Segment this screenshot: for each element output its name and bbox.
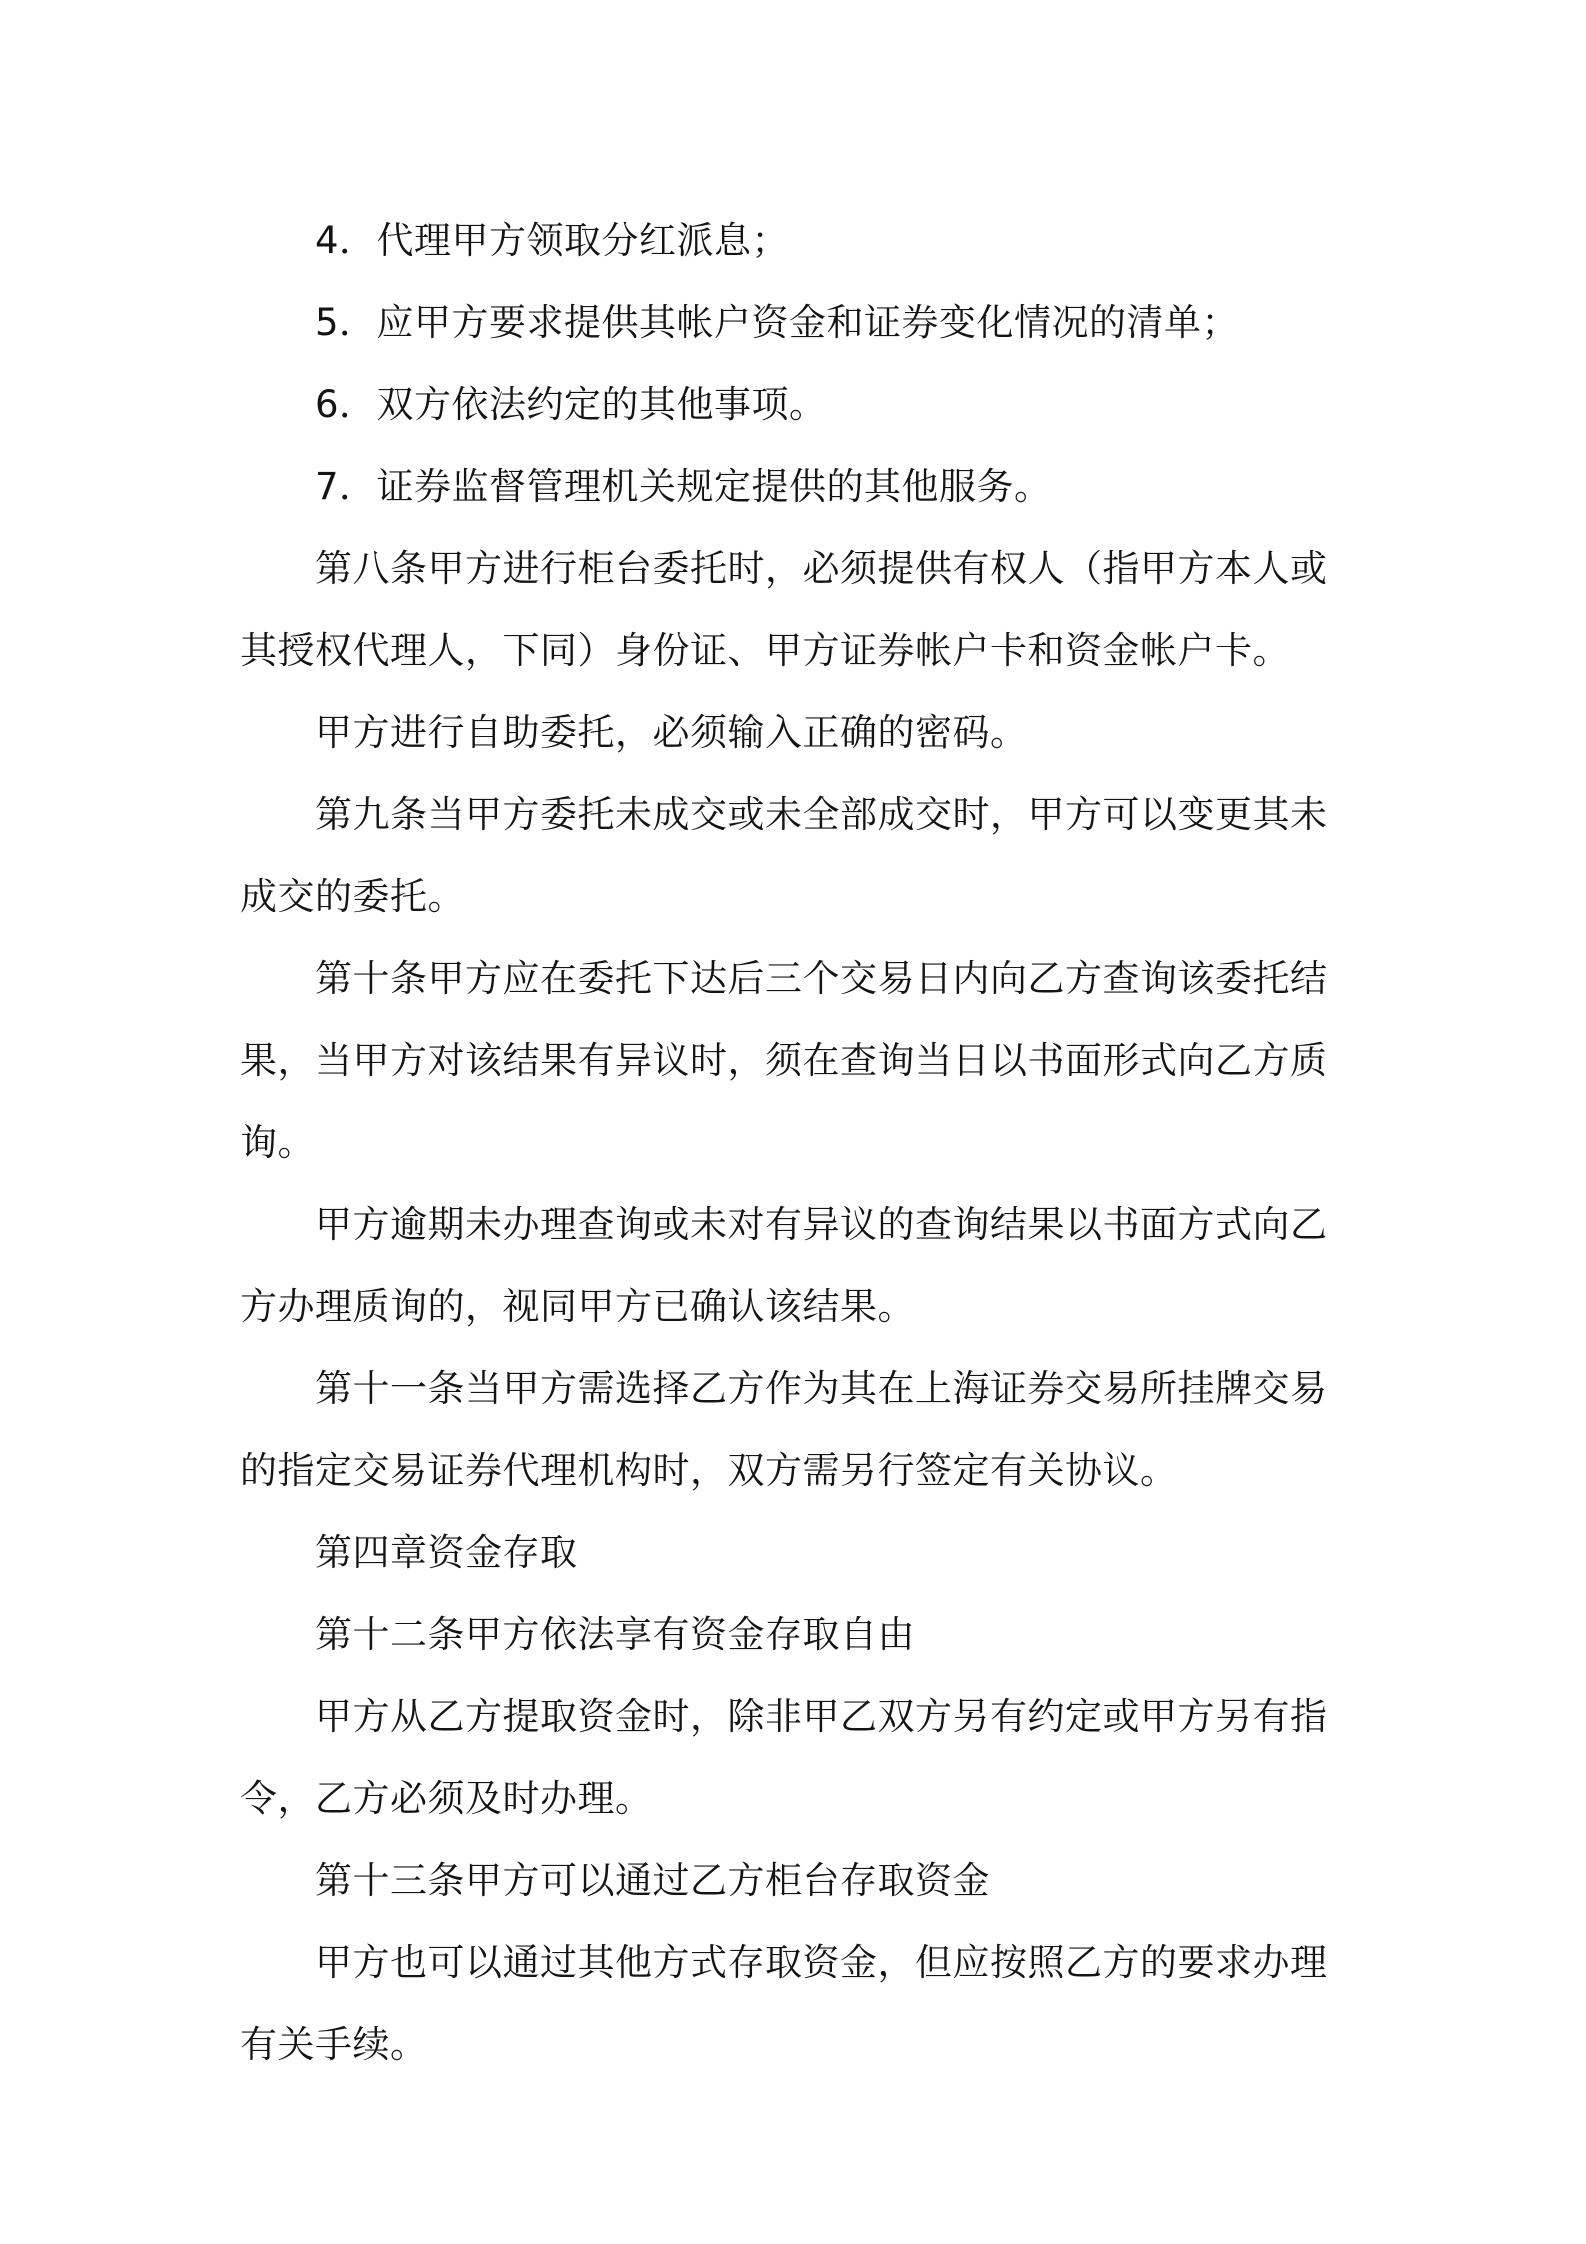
article-12-paragraph-2: 甲方从乙方提取资金时，除非甲乙双方另有约定或甲方另有指令，乙方必须及时办理。 (240, 1695, 1328, 1820)
article-8-paragraph-2: 甲方进行自助委托，必须输入正确的密码。 (315, 711, 1028, 754)
article-12: 第十二条甲方依法享有资金存取自由 (315, 1613, 915, 1656)
list-item-5: 5．应甲方要求提供其帐户资金和证券变化情况的清单； (315, 301, 1240, 344)
article-13-paragraph-2: 甲方也可以通过其他方式存取资金，但应按照乙方的要求办理有关手续。 (240, 1941, 1328, 2066)
chapter-4-heading: 第四章资金存取 (315, 1531, 578, 1574)
document-body (240, 200, 1360, 2086)
article-8: 第八条甲方进行柜台委托时，必须提供有权人（指甲方本人或其授权代理人，下同）身份证、甲方证券帐户卡和资金帐户卡。 (240, 547, 1328, 672)
list-item-4: 4．代理甲方领取分红派息； (315, 219, 790, 262)
list-item-7: 7．证券监督管理机关规定提供的其他服务。 (315, 465, 1052, 508)
article-10: 第十条甲方应在委托下达后三个交易日内向乙方查询该委托结果，当甲方对该结果有异议时，须在查询当日以书面形式向乙方质询。 (240, 957, 1328, 1164)
article-13: 第十三条甲方可以通过乙方柜台存取资金 (315, 1859, 990, 1902)
article-10-paragraph-2: 甲方逾期未办理查询或未对有异议的查询结果以书面方式向乙方办理质询的，视同甲方已确认该结果。 (240, 1203, 1328, 1328)
list-item-6: 6．双方依法约定的其他事项。 (315, 383, 827, 426)
article-9: 第九条当甲方委托未成交或未全部成交时，甲方可以变更其未成交的委托。 (240, 793, 1328, 918)
article-11: 第十一条当甲方需选择乙方作为其在上海证券交易所挂牌交易的指定交易证券代理机构时，双方需另行签定有关协议。 (240, 1367, 1328, 1492)
